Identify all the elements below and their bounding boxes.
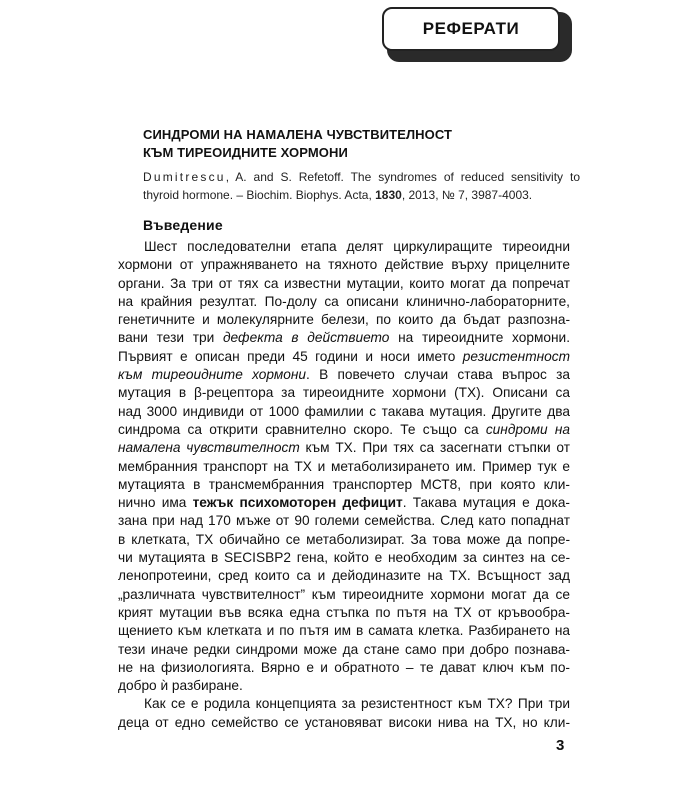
reference-line-1 [143,168,580,186]
body-line [118,677,570,695]
text-run: вани тези три [118,330,223,346]
body-line [118,494,570,512]
body-line [118,604,570,622]
reference-details: , 2013, № 7, 3987-4003. [401,188,533,203]
text-run: крият мутации във всяка една стъпка по пътя на ТХ от кръвообра- [118,604,570,620]
body-line [118,256,570,274]
section-badge [382,7,560,51]
text-run: ленопротеини, сред които са и дейодиназите на ТХ. Всъщност зад [118,568,570,584]
body-line [118,366,570,384]
section-label: РЕФЕРАТИ [422,19,520,38]
body-line [118,714,570,732]
text-run: Първият е описан преди 45 години и носи името [118,348,463,364]
section-heading: Въведение [143,217,223,233]
reference-journal: thyroid hormone. – Biochim. Biophys. Acta, [143,188,376,203]
title-line-2: КЪМ ТИРЕОИДНИТЕ ХОРМОНИ [143,145,348,160]
text-run: на крайния резултат. По-долу са описани клинично-лабораторните, [118,293,570,309]
body-line [118,329,570,347]
emphasis-text: синдроми на [485,421,570,437]
text-run: тези иначе редки синдроми може да стане само при добро познава- [118,641,570,657]
text-run: чи мутацията в SECISBP2 гена, който е необходим за синтез на се- [118,550,570,566]
emphasis-text: към тиреоидните хормони [118,367,306,383]
body-line [118,531,570,549]
title-line-1: СИНДРОМИ НА НАМАЛЕНА ЧУВСТВИТЕЛНОСТ [143,127,453,142]
body-line [118,641,570,659]
body-line [118,439,570,457]
reference-author: Dumitrescu [143,170,226,184]
text-run: . В повечето случаи става въпрос за [306,367,571,383]
reference-rest: , A. and S. Refetoff. The syndromes of reduced sensitivity to [225,170,580,184]
text-run: зана при над 170 мъже от 90 големи семейства. След като попаднат [118,513,570,529]
text-run: Шест последователни етапа делят циркулиращите тиреоидни [144,239,570,254]
text-run: „различната чувствителност” към тиреоидните хормони могат да се [118,586,570,602]
body-line [118,586,570,604]
body-line [118,567,570,585]
text-run: към ТХ. При тях са засегнати стъпки от [299,440,570,456]
text-run: на тиреоидните хормони. [389,330,570,346]
text-run: добро ѝ разбиране. [118,678,243,694]
body-text [118,238,570,732]
text-run: щението към клетката и по пътя им в самата клетка. Разбирането на [118,623,570,639]
text-run: над 3000 индивиди от 1000 фамилии с такава мутация. Другите два [118,403,570,419]
reference-volume: 1830 [375,188,402,203]
body-line [118,695,570,713]
text-run: органи. За три от тях са известни мутации, които могат да попречат [118,275,570,291]
body-line [118,549,570,567]
text-run: мутацията в трансмембранния транспортер МСТ8, при която кли- [118,476,570,492]
emphasis-text: дефекта в действието [222,330,390,346]
article-title [143,126,583,162]
bold-text: тежък психомоторен дефицит [192,495,403,511]
body-line [118,238,570,256]
text-run: деца от едно семейство се установяват високи нива на ТХ, но кли- [118,714,570,730]
article-reference [143,168,580,205]
text-run: не на физиологията. Вярно е и обратното – те дават ключ към по- [118,659,570,675]
reference-line-2 [143,186,580,204]
body-line [118,622,570,640]
text-run: синдрома са открити сравнително скоро. Те също са [118,421,486,437]
body-line [118,293,570,311]
page-number: 3 [556,737,565,754]
text-run: мутация в β-рецептора за тиреоидните хормони (ТХ). Описани са [118,385,570,401]
body-line [118,421,570,439]
body-line [118,659,570,677]
emphasis-text: намалена чувствителност [118,440,300,456]
emphasis-text: резистентност [462,348,570,364]
body-line [118,311,570,329]
body-line [118,476,570,494]
body-line [118,403,570,421]
text-run: мембранния транспорт на ТХ и метаболизирането им. Пример тук е [118,458,570,474]
text-run: в клетката, ТХ обичайно се метаболизират. За това може да попре- [118,531,570,547]
body-line [118,512,570,530]
text-run: Как се е родила концепцията за резистентност към ТХ? При три [144,696,570,712]
text-run: генетичните и молекулярните белези, по които да бъдат разпозна- [118,312,570,328]
body-line [118,348,570,366]
body-line [118,275,570,293]
text-run: нично има [118,495,193,511]
body-line [118,458,570,476]
text-run: . Такава мутация е дока- [402,495,570,511]
text-run: хормони от упражняването на тяхното действие върху прицелните [118,257,570,273]
body-line [118,384,570,402]
